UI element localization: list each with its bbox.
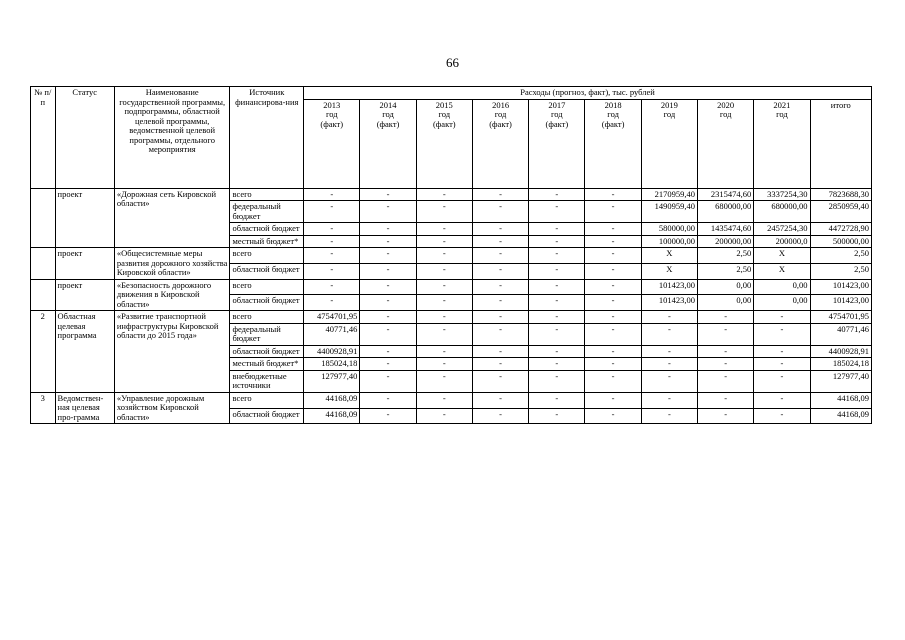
row-value: - xyxy=(698,392,754,408)
row-number xyxy=(31,279,56,311)
row-funding-source: местный бюджет* xyxy=(230,235,304,248)
year-header-line: 2014 xyxy=(379,99,397,110)
row-value: - xyxy=(698,345,754,358)
row-value: - xyxy=(360,248,416,264)
year-header-line: год xyxy=(719,109,732,120)
page-number: 66 xyxy=(446,55,459,70)
year-header-line: итого xyxy=(830,99,851,110)
year-header xyxy=(360,99,416,188)
row-value: - xyxy=(585,392,641,408)
row-value: 680000,00 xyxy=(698,201,754,223)
row-value: - xyxy=(360,279,416,295)
row-value: 2315474,60 xyxy=(698,188,754,201)
row-value: 127977,40 xyxy=(304,370,360,392)
year-header-line: год xyxy=(607,109,619,120)
year-header xyxy=(810,99,871,188)
year-header xyxy=(754,99,810,188)
row-value: - xyxy=(472,188,528,201)
row-value: 2,50 xyxy=(698,263,754,279)
row-funding-source: местный бюджет* xyxy=(230,358,304,371)
row-value: - xyxy=(529,345,585,358)
row-value: 0,00 xyxy=(698,279,754,295)
row-value: - xyxy=(754,408,810,424)
row-value: 200000,0 xyxy=(754,235,810,248)
row-funding-source: внебюджетные источники xyxy=(230,370,304,392)
header-status: Статус xyxy=(55,87,114,189)
row-value: - xyxy=(641,358,697,371)
row-value: - xyxy=(472,263,528,279)
year-header-line: (факт) xyxy=(320,118,344,129)
row-value: - xyxy=(585,358,641,371)
year-header-line: год xyxy=(325,109,338,120)
table-row xyxy=(31,311,872,324)
year-header xyxy=(529,99,585,188)
row-value: - xyxy=(416,263,472,279)
year-header-line: 2019 xyxy=(660,99,678,110)
row-value: 185024,18 xyxy=(304,358,360,371)
row-value: 7823688,30 xyxy=(810,188,871,201)
row-value: - xyxy=(472,201,528,223)
year-header xyxy=(416,99,472,188)
row-value: 44168,09 xyxy=(810,392,871,408)
row-value: - xyxy=(698,370,754,392)
row-value: - xyxy=(360,223,416,236)
row-value: - xyxy=(472,408,528,424)
header-row xyxy=(31,87,872,100)
row-funding-source: всего xyxy=(230,279,304,295)
row-value: - xyxy=(360,201,416,223)
row-value: - xyxy=(360,263,416,279)
row-value: 2170959,40 xyxy=(641,188,697,201)
row-value: 40771,46 xyxy=(304,323,360,345)
row-value: - xyxy=(585,235,641,248)
row-funding-source: областной бюджет xyxy=(230,295,304,311)
row-value: 101423,00 xyxy=(641,295,697,311)
row-value: - xyxy=(304,279,360,295)
row-value: - xyxy=(416,408,472,424)
row-value: - xyxy=(360,345,416,358)
row-value: - xyxy=(304,295,360,311)
row-value: 680000,00 xyxy=(754,201,810,223)
row-status: Областная целевая программа xyxy=(55,311,114,393)
row-value: - xyxy=(472,295,528,311)
table-row xyxy=(31,248,872,264)
row-value: - xyxy=(304,201,360,223)
row-value: - xyxy=(754,370,810,392)
row-program-name: «Общесистемные меры развития дорожного хозяйства Кировской области» xyxy=(114,248,230,280)
row-value: - xyxy=(529,311,585,324)
year-header xyxy=(304,99,360,188)
year-header-line: (факт) xyxy=(545,118,569,129)
year-header-line: год xyxy=(494,109,507,120)
row-value: - xyxy=(585,201,641,223)
row-value: 0,00 xyxy=(698,295,754,311)
year-header xyxy=(585,99,641,188)
row-value: 2850959,40 xyxy=(810,201,871,223)
row-number: 2 xyxy=(31,311,56,393)
row-value: - xyxy=(754,358,810,371)
row-value: - xyxy=(416,248,472,264)
row-value: - xyxy=(416,223,472,236)
row-value: 2,50 xyxy=(698,248,754,264)
row-value: - xyxy=(472,235,528,248)
year-header-line: год xyxy=(663,109,676,120)
row-value: 4754701,95 xyxy=(810,311,871,324)
row-value: - xyxy=(529,408,585,424)
row-program-name: «Развитие транспортной инфраструктуры Кировской области до 2015 года» xyxy=(114,311,230,393)
row-value: - xyxy=(529,392,585,408)
row-value: - xyxy=(360,311,416,324)
row-value: - xyxy=(529,263,585,279)
row-value: 185024,18 xyxy=(810,358,871,371)
year-header-line: 2017 xyxy=(548,99,566,110)
row-value: - xyxy=(304,263,360,279)
year-header-line: 2021 xyxy=(773,99,791,110)
year-header-line: 2016 xyxy=(492,99,510,110)
table-row xyxy=(31,392,872,408)
row-value: - xyxy=(416,345,472,358)
year-header xyxy=(641,99,697,188)
year-header xyxy=(472,99,528,188)
row-program-name: «Управление дорожным хозяйством Кировской области» xyxy=(114,392,230,424)
row-status: проект xyxy=(55,188,114,248)
row-value: - xyxy=(472,323,528,345)
row-value: - xyxy=(529,248,585,264)
row-value: 2,50 xyxy=(810,263,871,279)
year-header-line: 2015 xyxy=(435,99,453,110)
year-header-line: (факт) xyxy=(601,118,625,129)
row-value: - xyxy=(360,235,416,248)
year-header-line: год xyxy=(776,109,788,120)
year-header-line: 2020 xyxy=(717,99,735,110)
row-funding-source: всего xyxy=(230,248,304,264)
row-value: 127977,40 xyxy=(810,370,871,392)
row-value: - xyxy=(360,295,416,311)
header-source: Источник финансирова-ния xyxy=(230,87,304,189)
row-funding-source: областной бюджет xyxy=(230,223,304,236)
row-value: 44168,09 xyxy=(304,392,360,408)
row-funding-source: областной бюджет xyxy=(230,408,304,424)
row-value: - xyxy=(416,279,472,295)
row-status: Ведомствен-ная целевая про-грамма xyxy=(55,392,114,424)
row-value: - xyxy=(698,323,754,345)
row-value: Х xyxy=(754,263,810,279)
row-value: Х xyxy=(641,263,697,279)
row-value: 3337254,30 xyxy=(754,188,810,201)
year-header-line: год xyxy=(438,109,451,120)
year-header xyxy=(698,99,754,188)
row-value: - xyxy=(472,279,528,295)
row-funding-source: федеральный бюджет xyxy=(230,201,304,223)
year-header-line: 2013 xyxy=(323,99,341,110)
row-funding-source: всего xyxy=(230,311,304,324)
row-value: - xyxy=(360,323,416,345)
row-funding-source: всего xyxy=(230,188,304,201)
table-row xyxy=(31,279,872,295)
row-value: 44168,09 xyxy=(304,408,360,424)
row-value: 100000,00 xyxy=(641,235,697,248)
row-value: - xyxy=(754,311,810,324)
row-value: - xyxy=(529,223,585,236)
row-value: 101423,00 xyxy=(810,295,871,311)
row-funding-source: федеральный бюджет xyxy=(230,323,304,345)
row-value: - xyxy=(585,263,641,279)
year-header-line: год xyxy=(551,109,563,120)
header-num: № п/п xyxy=(31,87,56,189)
row-value: 40771,46 xyxy=(810,323,871,345)
row-value: 4400928,91 xyxy=(304,345,360,358)
row-value: - xyxy=(529,279,585,295)
row-value: 4472728,90 xyxy=(810,223,871,236)
row-value: 44168,09 xyxy=(810,408,871,424)
header-name: Наименование государственной программы, подпрограммы, областной целевой программы, ведомственной целевой программы, отдельного мероприятия xyxy=(114,87,230,189)
row-value: - xyxy=(641,323,697,345)
row-value: 101423,00 xyxy=(810,279,871,295)
row-value: 580000,00 xyxy=(641,223,697,236)
row-value: - xyxy=(472,358,528,371)
row-value: - xyxy=(641,408,697,424)
row-value: - xyxy=(529,358,585,371)
year-header-line: 2018 xyxy=(604,99,622,110)
row-value: 1435474,60 xyxy=(698,223,754,236)
row-value: - xyxy=(641,311,697,324)
row-value: - xyxy=(585,323,641,345)
row-value: 2,50 xyxy=(810,248,871,264)
row-value: - xyxy=(416,311,472,324)
row-value: - xyxy=(472,248,528,264)
row-value: - xyxy=(754,345,810,358)
row-value: - xyxy=(585,279,641,295)
row-value: - xyxy=(585,248,641,264)
row-value: Х xyxy=(641,248,697,264)
row-value: - xyxy=(360,370,416,392)
row-value: 0,00 xyxy=(754,279,810,295)
row-value: - xyxy=(754,392,810,408)
row-value: - xyxy=(529,188,585,201)
row-number: 3 xyxy=(31,392,56,424)
row-value: - xyxy=(698,408,754,424)
row-value: - xyxy=(529,370,585,392)
row-funding-source: областной бюджет xyxy=(230,263,304,279)
row-value: - xyxy=(698,358,754,371)
row-value: - xyxy=(416,235,472,248)
row-value: - xyxy=(585,311,641,324)
row-value: 200000,00 xyxy=(698,235,754,248)
row-value: - xyxy=(585,345,641,358)
row-value: - xyxy=(472,392,528,408)
row-value: - xyxy=(472,311,528,324)
row-value: - xyxy=(416,392,472,408)
row-value: - xyxy=(585,370,641,392)
row-status: проект xyxy=(55,248,114,280)
row-value: - xyxy=(360,392,416,408)
row-value: - xyxy=(641,370,697,392)
row-value: - xyxy=(416,323,472,345)
row-number xyxy=(31,248,56,280)
row-value: - xyxy=(416,370,472,392)
row-value: 101423,00 xyxy=(641,279,697,295)
row-value: - xyxy=(304,235,360,248)
row-program-name: «Дорожная сеть Кировской области» xyxy=(114,188,230,248)
row-value: - xyxy=(304,223,360,236)
row-value: - xyxy=(416,295,472,311)
row-value: - xyxy=(416,188,472,201)
row-value: - xyxy=(641,345,697,358)
row-value: - xyxy=(585,188,641,201)
row-value: - xyxy=(304,248,360,264)
row-value: - xyxy=(416,358,472,371)
row-value: - xyxy=(698,311,754,324)
year-header-line: год xyxy=(382,109,394,120)
row-value: - xyxy=(585,295,641,311)
row-value: - xyxy=(585,223,641,236)
row-number xyxy=(31,188,56,248)
row-program-name: «Безопасность дорожного движения в Кировской области» xyxy=(114,279,230,311)
row-value: - xyxy=(585,408,641,424)
row-value: - xyxy=(416,201,472,223)
year-header-line: (факт) xyxy=(432,118,456,129)
year-header-line: (факт) xyxy=(376,118,400,129)
row-value: 0,00 xyxy=(754,295,810,311)
row-value: Х xyxy=(754,248,810,264)
row-value: - xyxy=(754,323,810,345)
row-value: - xyxy=(472,223,528,236)
row-status: проект xyxy=(55,279,114,311)
table-row xyxy=(31,188,872,201)
row-value: - xyxy=(472,370,528,392)
row-value: 4754701,95 xyxy=(304,311,360,324)
row-value: - xyxy=(472,345,528,358)
row-value: - xyxy=(529,295,585,311)
row-value: - xyxy=(360,408,416,424)
row-value: - xyxy=(529,235,585,248)
budget-table xyxy=(30,86,872,424)
row-funding-source: областной бюджет xyxy=(230,345,304,358)
row-value: - xyxy=(529,201,585,223)
row-value: - xyxy=(641,392,697,408)
row-value: 2457254,30 xyxy=(754,223,810,236)
row-value: - xyxy=(360,188,416,201)
row-value: 1490959,40 xyxy=(641,201,697,223)
row-value: - xyxy=(529,323,585,345)
row-value: 4400928,91 xyxy=(810,345,871,358)
year-header-line: (факт) xyxy=(489,118,512,129)
row-value: - xyxy=(360,358,416,371)
row-value: 500000,00 xyxy=(810,235,871,248)
header-expenses: Расходы (прогноз, факт), тыс. рублей xyxy=(304,87,872,100)
row-funding-source: всего xyxy=(230,392,304,408)
row-value: - xyxy=(304,188,360,201)
